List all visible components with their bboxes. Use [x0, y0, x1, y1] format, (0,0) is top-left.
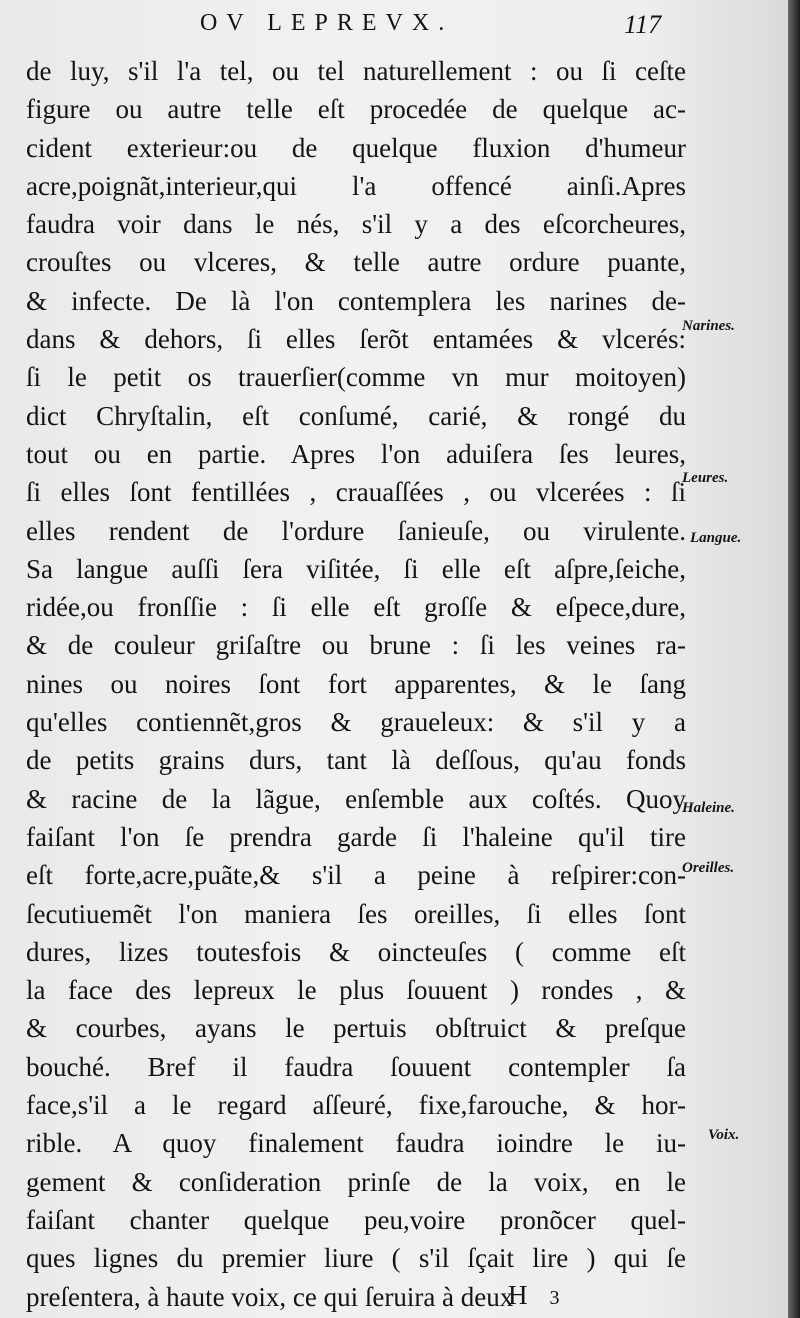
signature-mark	[508, 1280, 560, 1311]
signature-letter: H	[508, 1280, 528, 1310]
text-line: la face des lepreux le plus ſouuent ) rondes , &	[26, 975, 686, 1006]
text-line: figure ou autre telle eſt procedée de quelque ac-	[26, 94, 686, 125]
signature-number: 3	[549, 1287, 560, 1309]
text-line: ſecutiuemẽt l'on maniera ſes oreilles, ſi elles ſont	[26, 898, 686, 929]
margin-note-oreilles: Oreilles.	[682, 860, 735, 876]
text-line: face,s'il a le regard aſſeuré, fixe,farouche, & hor-	[26, 1090, 686, 1121]
margin-note-haleine: Haleine.	[682, 800, 735, 816]
text-line: faiſant chanter quelque peu,voire pronõcer quel-	[26, 1204, 686, 1235]
text-line: & infecte. De là l'on contemplera les narines de-	[26, 285, 686, 316]
page-gutter-shadow	[788, 0, 800, 1318]
text-line: ques lignes du premier liure ( s'il ſçait lire ) qui ſe	[26, 1243, 686, 1274]
text-line: Sa langue auſſi ſera viſitée, ſi elle eſt aſpre,ſeiche,	[26, 553, 686, 584]
text-line: dict Chryſtalin, eſt conſumé, carié, & rongé du	[26, 400, 686, 431]
page-number: 117	[624, 10, 662, 39]
margin-note-narines: Narines.	[682, 318, 735, 334]
text-line: preſentera, à haute voix, ce qui ſeruira à deux	[26, 1281, 514, 1312]
text-line: rible. A quoy finalement faudra ioindre le iu-	[26, 1128, 686, 1159]
text-line: acre,poignãt,interieur,qui l'a offencé ainſi.Apres	[26, 170, 686, 201]
text-line: & racine de la lãgue, enſemble aux coſtés. Quoy	[26, 783, 686, 814]
text-line: & de couleur griſaſtre ou brune : ſi les veines ra-	[26, 630, 686, 661]
text-line: de petits grains durs, tant là deſſous, qu'au fonds	[26, 745, 686, 776]
text-line: eſt forte,acre,puãte,& s'il a peine à reſpirer:con-	[26, 860, 686, 891]
text-line: faudra voir dans le nés, s'il y a des eſcorcheures,	[26, 209, 686, 240]
margin-note-langue: Langue.	[690, 530, 742, 546]
text-line: dures, lizes toutesfois & oincteuſes ( comme eſt	[26, 936, 686, 967]
text-line: bouché. Bref il faudra ſouuent contempler ſa	[26, 1051, 686, 1082]
text-line: elles rendent de l'ordure ſanieuſe, ou virulente.	[26, 515, 686, 546]
text-line: cident exterieur:ou de quelque fluxion d'humeur	[26, 132, 686, 163]
text-line: dans & dehors, ſi elles ſerõt entamées & vlcerés:	[26, 324, 686, 355]
body-text	[26, 52, 686, 1316]
text-line: de luy, s'il l'a tel, ou tel naturellement : ou ſi ceſte	[26, 56, 686, 86]
text-line: crouſtes ou vlceres, & telle autre ordure puante,	[26, 247, 686, 278]
margin-note-voix: Voix.	[708, 1127, 740, 1143]
text-line: ſi le petit os trauerſier(comme vn mur moitoyen)	[26, 362, 686, 393]
text-line: gement & conſideration prinſe de la voix, en le	[26, 1166, 686, 1197]
text-line: nines ou noires ſont fort apparentes, & le ſang	[26, 668, 686, 699]
text-line: ridée,ou fronſſie : ſi elle eſt groſſe & eſpece,dure,	[26, 592, 686, 623]
text-line: tout ou en partie. Apres l'on aduiſera ſes leures,	[26, 438, 686, 469]
text-line: ſi elles ſont fentillées , crauaſſées , ou vlcerées : ſi	[26, 477, 686, 508]
text-line: faiſant l'on ſe prendra garde ſi l'haleine qu'il tire	[26, 821, 686, 852]
margin-note-leures: Leures.	[682, 470, 729, 486]
running-head: OV LEPREVX.	[200, 10, 454, 36]
text-line: & courbes, ayans le pertuis obſtruict & preſque	[26, 1013, 686, 1044]
text-line: qu'elles contiennẽt,gros & graueleux: & s'il y a	[26, 707, 686, 738]
